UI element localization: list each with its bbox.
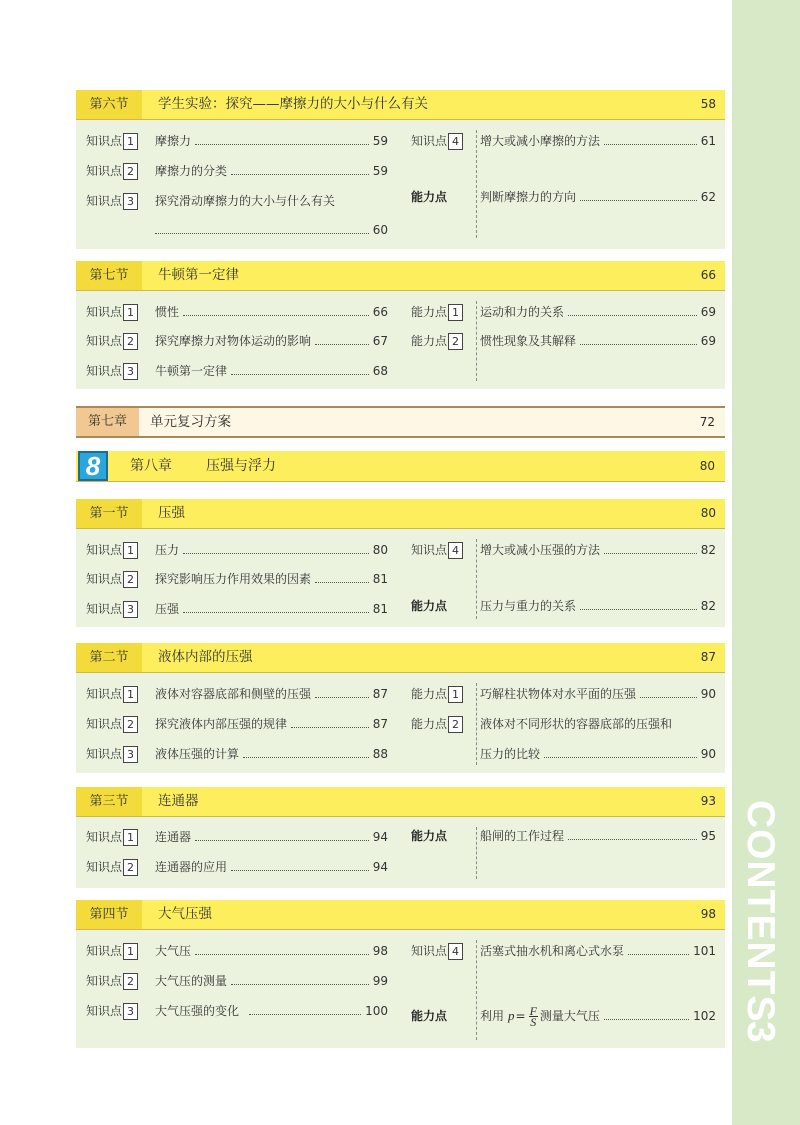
entry-title: 压强 bbox=[155, 602, 180, 616]
toc-entry[interactable] bbox=[411, 1003, 716, 1029]
entry-title: 判断摩擦力的方向 bbox=[480, 190, 577, 204]
entry-number-box: 2 bbox=[123, 571, 138, 588]
entry-number-box: 4 bbox=[448, 943, 463, 960]
dot-leader bbox=[568, 839, 697, 840]
toc-entry[interactable] bbox=[86, 714, 388, 734]
entry-title: 增大或减小压强的方法 bbox=[480, 543, 601, 557]
section-title: 大气压强 bbox=[158, 906, 212, 922]
toc-entry[interactable] bbox=[411, 187, 716, 207]
section-title: 学生实验：探究——摩擦力的大小与什么有关 bbox=[158, 96, 428, 112]
entry-type-label: 知识点 bbox=[411, 543, 448, 557]
entry-tag bbox=[86, 941, 155, 961]
dot-leader bbox=[155, 233, 369, 234]
chapter-label: 第七章 bbox=[76, 408, 139, 436]
dot-leader bbox=[195, 954, 369, 955]
entry-page: 94 bbox=[372, 830, 388, 844]
chapter-review-title: 单元复习方案 bbox=[150, 414, 231, 430]
entry-page: 88 bbox=[372, 747, 388, 761]
entry-title: 牛顿第一定律 bbox=[155, 364, 228, 378]
dot-leader bbox=[231, 984, 369, 985]
entry-type-label: 知识点 bbox=[86, 747, 123, 761]
entry-tag bbox=[411, 941, 480, 961]
entry-tag bbox=[86, 827, 155, 847]
entry-page: 59 bbox=[372, 134, 388, 148]
sidebar-label bbox=[730, 800, 782, 1044]
entry-title: 大气压 bbox=[155, 944, 192, 958]
entry-number-box: 1 bbox=[123, 133, 138, 150]
entry-tag bbox=[86, 191, 155, 211]
entry-page: 94 bbox=[372, 860, 388, 874]
entry-title: 探究影响压力作用效果的因素 bbox=[155, 572, 312, 586]
chapter-review-page: 72 bbox=[699, 415, 715, 429]
section-title: 压强 bbox=[158, 505, 185, 521]
entry-type-label: 知识点 bbox=[86, 944, 123, 958]
dot-leader bbox=[231, 374, 369, 375]
entry-type-label: 知识点 bbox=[86, 1004, 123, 1018]
dot-leader bbox=[249, 1014, 361, 1015]
section-label: 第六节 bbox=[76, 90, 142, 119]
entry-type-label: 知识点 bbox=[86, 572, 123, 586]
toc-entry[interactable] bbox=[411, 131, 716, 151]
entry-number-box: 2 bbox=[123, 716, 138, 733]
toc-entry[interactable] bbox=[86, 599, 388, 619]
entry-title: 大气压的测量 bbox=[155, 974, 228, 988]
dot-leader bbox=[580, 609, 697, 610]
section-header[interactable] bbox=[76, 499, 725, 529]
entry-number-box: 3 bbox=[123, 193, 138, 210]
entry-title: 摩擦力 bbox=[155, 134, 192, 148]
entry-page: 61 bbox=[700, 134, 716, 148]
entry-number-box: 1 bbox=[123, 542, 138, 559]
toc-entry[interactable] bbox=[86, 191, 388, 211]
entry-type-label: 知识点 bbox=[86, 164, 123, 178]
entry-page: 95 bbox=[700, 829, 716, 843]
entry-type-label: 知识点 bbox=[86, 334, 123, 348]
entry-title: 利用 bbox=[480, 1009, 505, 1023]
entry-title: 惯性 bbox=[155, 305, 180, 319]
dot-leader bbox=[580, 344, 697, 345]
entry-number-box: 1 bbox=[123, 943, 138, 960]
entry-tag bbox=[411, 540, 480, 560]
ability-point-label: 能力点 bbox=[411, 190, 448, 204]
dot-leader bbox=[604, 553, 697, 554]
section-page: 58 bbox=[700, 97, 716, 111]
section-header[interactable] bbox=[76, 787, 725, 817]
entry-page: 69 bbox=[700, 334, 716, 348]
entry-page: 87 bbox=[372, 717, 388, 731]
entry-number-box: 4 bbox=[448, 133, 463, 150]
toc-entry[interactable] bbox=[411, 684, 716, 704]
contents-word: CONTENTS bbox=[739, 800, 782, 1023]
entry-type-label: 知识点 bbox=[86, 974, 123, 988]
entry-title: 液体对容器底部和侧壁的压强 bbox=[155, 687, 312, 701]
entry-title: 活塞式抽水机和离心式水泵 bbox=[480, 944, 625, 958]
entry-type-label: 能力点 bbox=[411, 717, 448, 731]
entry-tag bbox=[411, 684, 480, 704]
entry-tag bbox=[86, 744, 155, 764]
section-body bbox=[76, 930, 725, 1048]
entry-page: 102 bbox=[693, 1009, 716, 1023]
toc-entry[interactable] bbox=[86, 540, 388, 560]
entry-type-label: 知识点 bbox=[86, 364, 123, 378]
ability-point-label: 能力点 bbox=[411, 829, 448, 843]
entry-title: 惯性现象及其解释 bbox=[480, 334, 577, 348]
entry-tag bbox=[86, 569, 155, 589]
section-page: 93 bbox=[700, 794, 716, 808]
section-page: 87 bbox=[700, 650, 716, 664]
entry-page: 82 bbox=[700, 543, 716, 557]
entry-type-label: 知识点 bbox=[86, 134, 123, 148]
dot-leader bbox=[183, 612, 369, 613]
toc-entry[interactable] bbox=[86, 569, 388, 589]
section-header[interactable] bbox=[76, 90, 725, 120]
dot-leader bbox=[231, 174, 369, 175]
toc-entry[interactable] bbox=[86, 302, 388, 322]
entry-title: 压力的比较 bbox=[480, 747, 541, 761]
entry-title: 摩擦力的分类 bbox=[155, 164, 228, 178]
section-body bbox=[76, 673, 725, 773]
entry-title: 测量大气压 bbox=[539, 1009, 600, 1023]
entry-number-box: 2 bbox=[123, 973, 138, 990]
entry-number-box: 3 bbox=[123, 601, 138, 618]
formula-fraction: $\frac{F}{S}$ bbox=[529, 1003, 537, 1029]
entry-page: 69 bbox=[700, 305, 716, 319]
entry-tag bbox=[86, 331, 155, 351]
ability-point-label: 能力点 bbox=[411, 599, 448, 613]
dot-leader bbox=[640, 697, 697, 698]
entry-tag bbox=[86, 361, 155, 381]
entry-page: 80 bbox=[372, 543, 388, 557]
dot-leader bbox=[315, 582, 369, 583]
entry-number-box: 2 bbox=[123, 163, 138, 180]
section-header[interactable] bbox=[76, 643, 725, 673]
chapter-review-row[interactable] bbox=[76, 406, 725, 438]
section-label: 第二节 bbox=[76, 643, 142, 672]
entry-title: 船闸的工作过程 bbox=[480, 829, 565, 843]
entry-page: 100 bbox=[365, 1004, 388, 1018]
entry-tag bbox=[86, 131, 155, 151]
chapter-number-badge: 8 bbox=[78, 451, 108, 481]
toc-entry[interactable] bbox=[86, 361, 388, 381]
formula-pressure-symbol: p bbox=[508, 1008, 515, 1023]
toc-entry[interactable] bbox=[86, 971, 388, 991]
entry-tag bbox=[86, 857, 155, 877]
toc-entry[interactable] bbox=[86, 161, 388, 181]
entry-page: 59 bbox=[372, 164, 388, 178]
entry-type-label: 知识点 bbox=[411, 944, 448, 958]
toc-entry[interactable] bbox=[86, 941, 388, 961]
section-label: 第七节 bbox=[76, 261, 142, 290]
section-page: 80 bbox=[700, 506, 716, 520]
section-label: 第四节 bbox=[76, 900, 142, 929]
entry-page: 90 bbox=[700, 687, 716, 701]
ability-point-label: 能力点 bbox=[411, 1009, 448, 1023]
entry-number-box: 1 bbox=[448, 304, 463, 321]
section-header[interactable] bbox=[76, 261, 725, 291]
toc-entry[interactable] bbox=[86, 684, 388, 704]
entry-type-label: 知识点 bbox=[86, 305, 123, 319]
entry-tag bbox=[86, 714, 155, 734]
entry-number-box: 1 bbox=[448, 686, 463, 703]
entry-number-box: 2 bbox=[123, 333, 138, 350]
section-body bbox=[76, 120, 725, 249]
entry-number-box: 4 bbox=[448, 542, 463, 559]
section-body bbox=[76, 529, 725, 627]
entry-page: 68 bbox=[372, 364, 388, 378]
entry-title: 巧解柱状物体对水平面的压强 bbox=[480, 687, 637, 701]
entry-title: 探究滑动摩擦力的大小与什么有关 bbox=[155, 194, 336, 208]
entry-tag bbox=[86, 599, 155, 619]
entry-type-label: 知识点 bbox=[86, 717, 123, 731]
entry-page: 90 bbox=[700, 747, 716, 761]
entry-tag bbox=[86, 1001, 155, 1021]
entry-type-label: 知识点 bbox=[411, 134, 448, 148]
section-title: 牛顿第一定律 bbox=[158, 267, 239, 283]
dot-leader bbox=[628, 954, 689, 955]
toc-entry[interactable] bbox=[86, 857, 388, 877]
entry-number-box: 3 bbox=[123, 1003, 138, 1020]
entry-tag bbox=[86, 684, 155, 704]
entry-tag bbox=[86, 161, 155, 181]
dot-leader bbox=[544, 757, 697, 758]
section-label: 第一节 bbox=[76, 499, 142, 528]
entry-title: 增大或减小摩擦的方法 bbox=[480, 134, 601, 148]
toc-entry[interactable] bbox=[86, 744, 388, 764]
entry-page: 98 bbox=[372, 944, 388, 958]
dot-leader bbox=[604, 144, 697, 145]
section-page: 66 bbox=[700, 268, 716, 282]
toc-entry[interactable] bbox=[411, 714, 716, 734]
dot-leader bbox=[291, 727, 369, 728]
entry-title: 压力 bbox=[155, 543, 180, 557]
chapter-page: 80 bbox=[699, 459, 715, 473]
entry-type-label: 知识点 bbox=[86, 830, 123, 844]
section-header[interactable] bbox=[76, 900, 725, 930]
section-label: 第三节 bbox=[76, 787, 142, 816]
toc-entry[interactable] bbox=[86, 827, 388, 847]
entry-number-box: 3 bbox=[123, 746, 138, 763]
entry-page: 62 bbox=[700, 190, 716, 204]
chapter-label: 第八章 bbox=[130, 458, 172, 474]
toc-entry[interactable] bbox=[411, 826, 716, 846]
dot-leader bbox=[195, 840, 369, 841]
entry-number-box: 2 bbox=[123, 859, 138, 876]
toc-entry[interactable] bbox=[411, 540, 716, 560]
entry-number-box: 2 bbox=[448, 333, 463, 350]
entry-number-box: 1 bbox=[123, 686, 138, 703]
dot-leader bbox=[604, 1019, 689, 1020]
toc-entry-continued[interactable] bbox=[480, 744, 716, 764]
entry-page: 81 bbox=[372, 602, 388, 616]
dot-leader bbox=[568, 315, 697, 316]
contents-page-number: 3 bbox=[739, 1021, 782, 1044]
dot-leader bbox=[183, 315, 369, 316]
entry-title: = bbox=[515, 1009, 526, 1023]
entry-tag bbox=[86, 540, 155, 560]
entry-tag bbox=[86, 302, 155, 322]
section-body bbox=[76, 817, 725, 888]
entry-tag bbox=[411, 131, 480, 151]
toc-entry[interactable] bbox=[411, 941, 716, 961]
toc-entry[interactable] bbox=[86, 331, 388, 351]
section-title: 液体内部的压强 bbox=[158, 649, 253, 665]
toc-entry-continued[interactable] bbox=[155, 220, 388, 240]
entry-type-label: 知识点 bbox=[86, 194, 123, 208]
section-page: 98 bbox=[700, 907, 716, 921]
entry-title: 连通器的应用 bbox=[155, 860, 228, 874]
entry-number-box: 2 bbox=[448, 716, 463, 733]
dot-leader bbox=[231, 870, 369, 871]
toc-entry[interactable] bbox=[411, 331, 716, 351]
entry-type-label: 能力点 bbox=[411, 334, 448, 348]
dot-leader bbox=[183, 553, 369, 554]
entry-tag bbox=[411, 714, 480, 734]
entry-title: 探究液体内部压强的规律 bbox=[155, 717, 288, 731]
dot-leader bbox=[195, 144, 369, 145]
dot-leader bbox=[580, 200, 697, 201]
chapter-header[interactable] bbox=[76, 451, 725, 482]
entry-title: 液体对不同形状的容器底部的压强和 bbox=[480, 717, 673, 731]
entry-title: 压力与重力的关系 bbox=[480, 599, 577, 613]
entry-number-box: 1 bbox=[123, 829, 138, 846]
entry-type-label: 知识点 bbox=[86, 543, 123, 557]
entry-title: 探究摩擦力对物体运动的影响 bbox=[155, 334, 312, 348]
entry-type-label: 知识点 bbox=[86, 602, 123, 616]
entry-type-label: 能力点 bbox=[411, 687, 448, 701]
section-title: 连通器 bbox=[158, 793, 199, 809]
entry-number-box: 3 bbox=[123, 363, 138, 380]
entry-page: 101 bbox=[693, 944, 716, 958]
toc-entry[interactable] bbox=[411, 596, 716, 616]
entry-tag bbox=[411, 302, 480, 322]
section-body bbox=[76, 291, 725, 389]
entry-title: 大气压强的变化 bbox=[155, 1004, 240, 1018]
entry-type-label: 知识点 bbox=[86, 860, 123, 874]
dot-leader bbox=[315, 344, 369, 345]
entry-page: 81 bbox=[372, 572, 388, 586]
entry-page: 82 bbox=[700, 599, 716, 613]
entry-title: 连通器 bbox=[155, 830, 192, 844]
entry-page: 60 bbox=[372, 223, 388, 237]
entry-tag bbox=[411, 331, 480, 351]
entry-tag bbox=[86, 971, 155, 991]
chapter-title: 压强与浮力 bbox=[206, 458, 276, 474]
dot-leader bbox=[243, 757, 369, 758]
entry-title: 液体压强的计算 bbox=[155, 747, 240, 761]
entry-page: 67 bbox=[372, 334, 388, 348]
dot-leader bbox=[315, 697, 369, 698]
entry-page: 87 bbox=[372, 687, 388, 701]
toc-entry[interactable] bbox=[86, 1001, 388, 1021]
entry-type-label: 能力点 bbox=[411, 305, 448, 319]
toc-entry[interactable] bbox=[86, 131, 388, 151]
toc-entry[interactable] bbox=[411, 302, 716, 322]
entry-title: 运动和力的关系 bbox=[480, 305, 565, 319]
entry-type-label: 知识点 bbox=[86, 687, 123, 701]
entry-page: 99 bbox=[372, 974, 388, 988]
entry-page: 66 bbox=[372, 305, 388, 319]
entry-number-box: 1 bbox=[123, 304, 138, 321]
